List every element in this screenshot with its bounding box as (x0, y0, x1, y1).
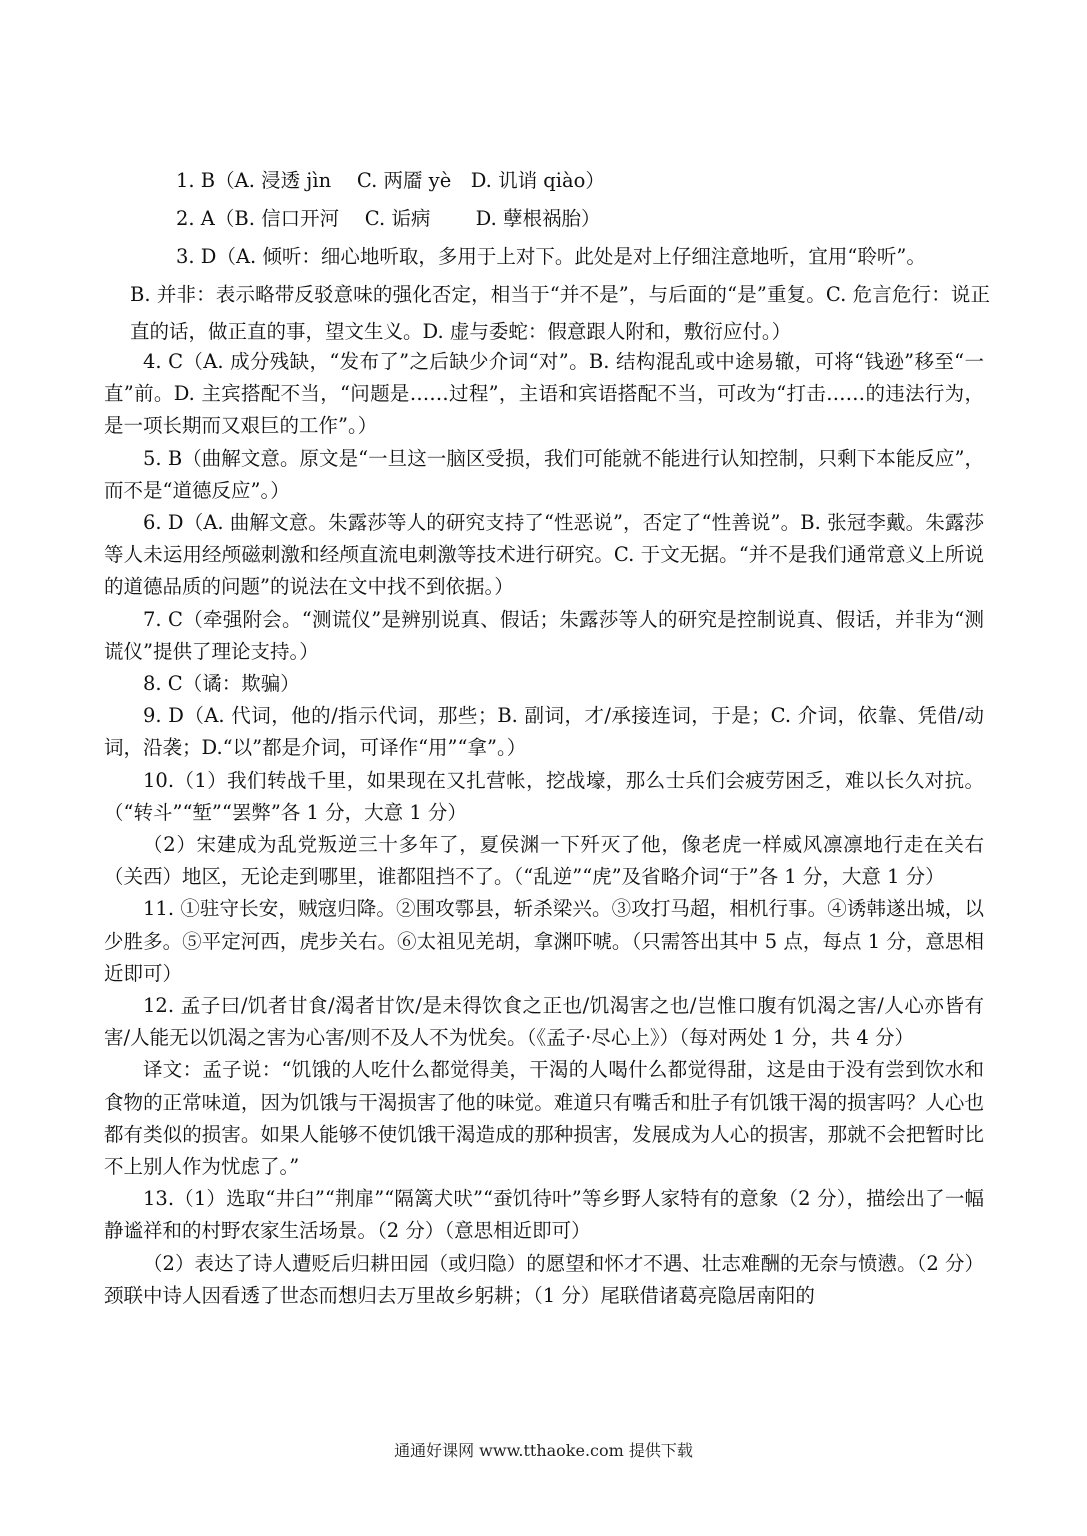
answer-6: 6. D（A. 曲解文意。朱露莎等人的研究支持了“性恶说”，否定了“性善说”。B. 张冠李戴。朱露莎等人未运用经颅磁刺激和经颅直流电刺激等技术进行研究。C. 于文无据。“并不是我们通常意义上所说的道德品质的问题”的说法在文中找不到依据。） (104, 511, 984, 599)
answer-10-1: 10.（1）我们转战千里，如果现在又扎营帐，挖战壕，那么士兵们会疲劳困乏，难以长久对抗。（“转斗”“堑”“罢弊”各 1 分，大意 1 分） (104, 768, 984, 824)
answer-1: 1. B（A. 浸透 jìn C. 两靥 yè D. 讥诮 qiào） (176, 169, 605, 192)
answer-12-translation: 译文：孟子说：“饥饿的人吃什么都觉得美，干渴的人喝什么都觉得甜，这是由于没有尝到饮水和食物的正常味道，因为饥饿与干渴损害了他的味觉。难道只有嘴舌和肚子有饥饿干渴的损害吗？人心也都有类似的损害。如果人能够不使饥饿干渴造成的那种损害，发展成为人心的损害，那就不会把暂时比不上别人作为忧虑了。” (104, 1058, 984, 1179)
answer-3-rest: B. 并非：表示略带反驳意味的强化否定，相当于“并不是”，与后面的“是”重复。C. 危言危行：说正直的话，做正直的事，望文生义。D. 虚与委蛇：假意跟人附和，敷衍应付。） (130, 283, 990, 343)
answer-4: 4. C（A. 成分残缺，“发布了”之后缺少介词“对”。B. 结构混乱或中途易辙，可将“钱逊”移至“一直”前。D. 主宾搭配不当，“问题是……过程”，主语和宾语搭配不当，可改为“打击……的违法行为，是一项长期而又艰巨的工作”。） (104, 350, 984, 438)
answer-2: 2. A（B. 信口开河 C. 诟病 D. 孽根祸胎） (176, 207, 601, 230)
answer-9: 9. D（A. 代词，他的/指示代词，那些；B. 副词，才/承接连词，于是；C. 介词，依靠、凭借/动词，沿袭；D.“以”都是介词，可译作“用”“拿”。） (104, 704, 984, 760)
answer-3-line1: 3. D（A. 倾听：细心地听取，多用于上对下。此处是对上仔细注意地听，宜用“聆听”。 (176, 245, 926, 268)
answer-10-2: （2）宋建成为乱党叛逆三十多年了，夏侯渊一下歼灭了他，像老虎一样威风凛凛地行走在关右（关西）地区，无论走到哪里，谁都阻挡不了。（“乱逆”“虎”及省略介词“于”各 1 分，大意 1 分） (104, 833, 984, 889)
answers-4-13 (104, 346, 984, 1312)
answer-5: 5. B（曲解文意。原文是“一旦这一脑区受损，我们可能就不能进行认知控制，只剩下本能反应”，而不是“道德反应”。） (104, 446, 984, 502)
answers-1-3 (130, 162, 990, 350)
answer-11: 11. ①驻守长安，贼寇归降。②围攻鄠县，斩杀梁兴。③攻打马超，相机行事。④诱韩遂出城，以少胜多。⑤平定河西，虎步关右。⑥太祖见羌胡，拿渊吓唬。（只需答出其中 5 点，每点 1 分，意思相近即可） (104, 897, 984, 985)
answer-12: 12. 孟子曰/饥者甘食/渴者甘饮/是未得饮食之正也/饥渴害之也/岂惟口腹有饥渴之害/人心亦皆有害/人能无以饥渴之害为心害/则不及人不为忧矣。（《孟子·尽心上》）（每对两处 1 分，共 4 分） (104, 994, 984, 1050)
answer-13-1: 13.（1）选取“井臼”“荆扉”“隔篱犬吠”“蚕饥待叶”等乡野人家特有的意象（2 分），描绘出了一幅静谧祥和的村野农家生活场景。（2 分）（意思相近即可） (104, 1187, 984, 1243)
answer-13-2: （2）表达了诗人遭贬后归耕田园（或归隐）的愿望和怀才不遇、壮志难酬的无奈与愤懑。（2 分）颈联中诗人因看透了世态而想归去万里故乡躬耕；（1 分）尾联借诸葛亮隐居南阳的 (104, 1251, 984, 1307)
page-footer: 通通好课网 www.tthaoke.com 提供下载 (394, 1441, 693, 1460)
answer-7: 7. C（牵强附会。“测谎仪”是辨别说真、假话；朱露莎等人的研究是控制说真、假话，并非为“测谎仪”提供了理论支持。） (104, 607, 984, 663)
answer-8: 8. C（谲：欺骗） (143, 672, 300, 696)
